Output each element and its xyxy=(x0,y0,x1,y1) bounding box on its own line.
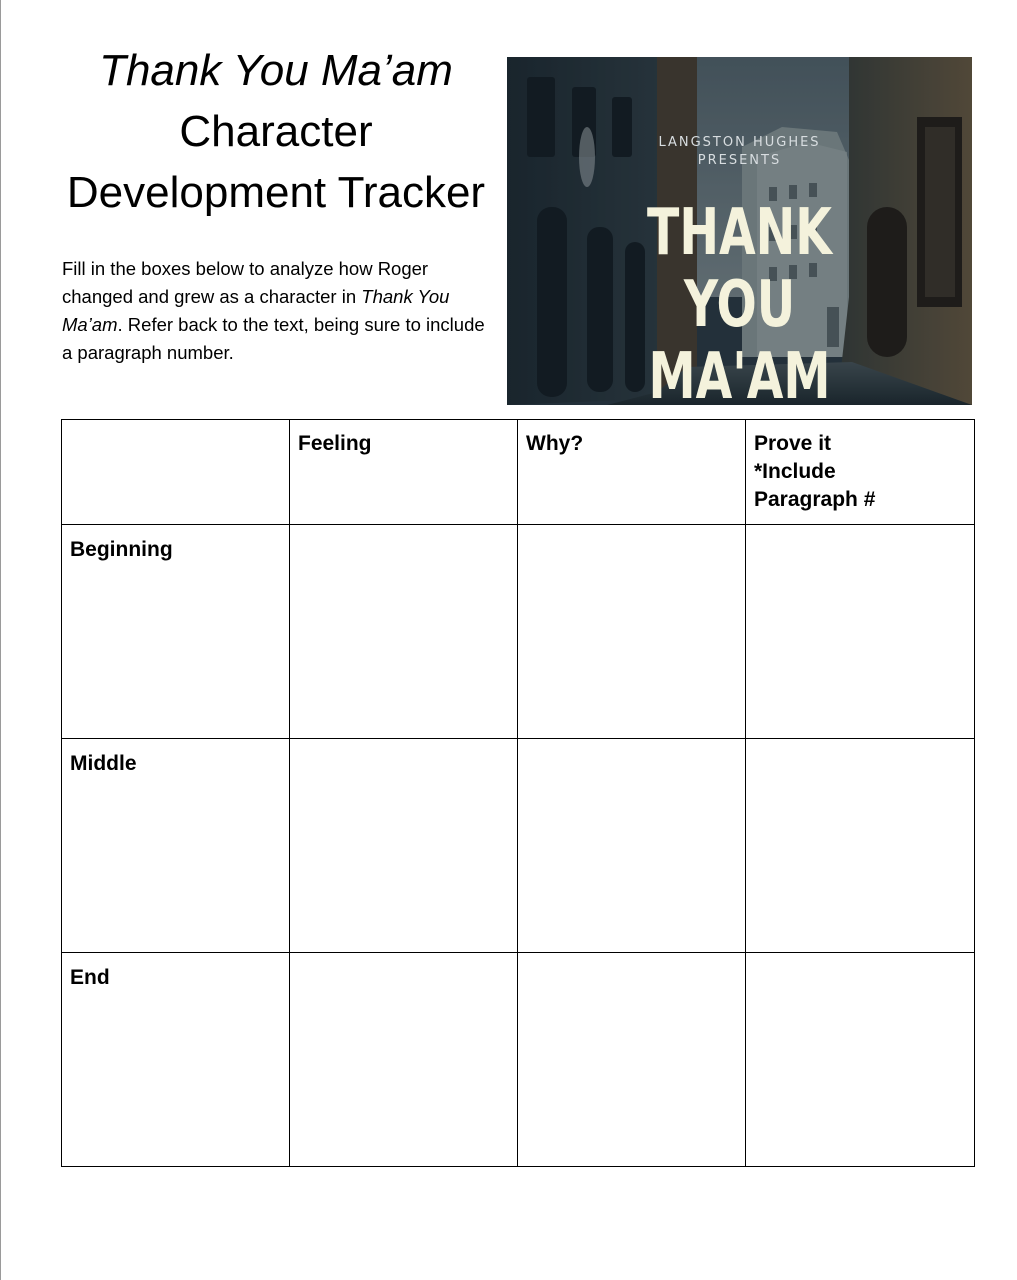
instructions-story-title: Thank You Ma’am xyxy=(62,286,450,335)
story-cover-image xyxy=(507,57,972,405)
cell-end-prove-it[interactable] xyxy=(746,953,975,1167)
title-line-2: Character xyxy=(179,107,373,156)
title-story-name: Thank You Ma’am xyxy=(99,46,453,95)
page-title xyxy=(50,40,502,223)
cover-author-name: LANGSTON HUGHES xyxy=(658,135,821,150)
header-cell-prove-it xyxy=(746,420,975,525)
page-edge xyxy=(0,0,1,1280)
row-label-middle: Middle xyxy=(62,739,290,953)
header-prove-it-line-1: Prove it xyxy=(754,432,832,455)
header-cell-blank xyxy=(62,420,290,525)
cell-end-feeling[interactable] xyxy=(290,953,518,1167)
instructions-paragraph xyxy=(62,255,497,367)
cell-beginning-why[interactable] xyxy=(518,525,746,739)
cover-headline-line-1: THANK YOU xyxy=(647,196,832,342)
cell-beginning-prove-it[interactable] xyxy=(746,525,975,739)
row-label-beginning: Beginning xyxy=(62,525,290,739)
header-cell-feeling: Feeling xyxy=(290,420,518,525)
cell-end-why[interactable] xyxy=(518,953,746,1167)
cell-beginning-feeling[interactable] xyxy=(290,525,518,739)
instructions-text-2: . Refer back to the text, being sure to include a paragraph number. xyxy=(62,314,485,363)
header-prove-it-line-2: *Include xyxy=(754,460,836,483)
cover-presents: PRESENTS xyxy=(697,153,782,168)
table-row-end xyxy=(62,953,975,1167)
cell-middle-why[interactable] xyxy=(518,739,746,953)
header-cell-why: Why? xyxy=(518,420,746,525)
cover-text-overlay xyxy=(507,57,972,405)
title-line-3: Development Tracker xyxy=(66,168,486,217)
cell-middle-prove-it[interactable] xyxy=(746,739,975,953)
character-tracker-table xyxy=(61,419,975,1167)
table-row-middle xyxy=(62,739,975,953)
cover-presenter xyxy=(627,134,852,170)
table-header-row xyxy=(62,420,975,525)
cover-headline-line-2: MA'AM xyxy=(648,340,831,405)
cell-middle-feeling[interactable] xyxy=(290,739,518,953)
cover-headline xyxy=(597,197,882,405)
table-row-beginning xyxy=(62,525,975,739)
header-prove-it-line-3: Paragraph # xyxy=(754,488,876,511)
row-label-end: End xyxy=(62,953,290,1167)
instructions-text-1: Fill in the boxes below to analyze how Roger changed and grew as a character in xyxy=(62,258,429,307)
